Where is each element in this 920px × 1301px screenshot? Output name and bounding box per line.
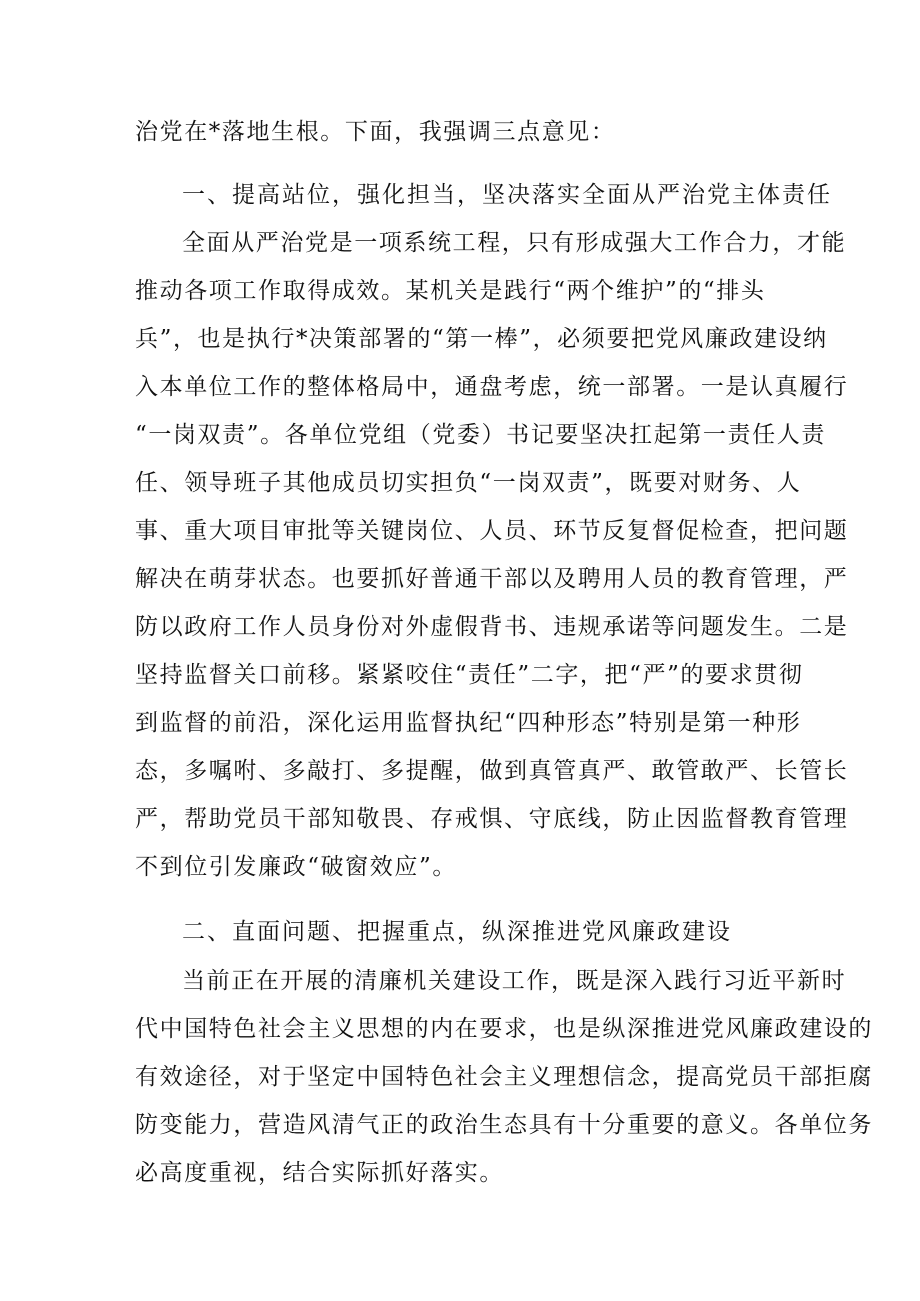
text-line: 事、重大项目审批等关键岗位、人员、环节反复督促检查，把问题	[135, 518, 849, 544]
text-line: 防变能力，营造风清气正的政治生态具有十分重要的意义。各单位务	[135, 1112, 873, 1138]
text-line: 任、领导班子其他成员切实担负“一岗双责”，既要对财务、人	[135, 470, 802, 496]
text-line: 入本单位工作的整体格局中，通盘考虑，统一部署。一是认真履行	[135, 374, 849, 400]
text-line: 防以政府工作人员身份对外虚假背书、违规承诺等问题发生。二是	[135, 614, 849, 640]
text-line: 不到位引发廉政“破窗效应”。	[135, 854, 457, 880]
text-line: 坚持监督关口前移。紧紧咬住“责任”二字，把“严”的要求贯彻	[135, 662, 804, 688]
text-line: 治党在*落地生根。下面，我强调三点意见：	[135, 119, 616, 145]
text-line: “一岗双责”。各单位党组（党委）书记要坚决扛起第一责任人责	[135, 422, 826, 448]
section-heading: 二、直面问题、把握重点，纵深推进党风廉政建设	[182, 919, 732, 945]
text-line: 有效途径，对于坚定中国特色社会主义理想信念，提高党员干部拒腐	[135, 1064, 873, 1090]
text-line: 到监督的前沿，深化运用监督执纪“四种形态”特别是第一种形	[135, 710, 802, 736]
text-line: 解决在萌芽状态。也要抓好普通干部以及聘用人员的教育管理，严	[135, 566, 849, 592]
text-line: 态，多嘱咐、多敲打、多提醒，做到真管真严、敢管敢严、长管长	[135, 758, 849, 784]
text-line: 全面从严治党是一项系统工程，只有形成强大工作合力，才能	[182, 230, 847, 256]
text-line: 代中国特色社会主义思想的内在要求，也是纵深推进党风廉政建设的	[135, 1016, 873, 1042]
text-line: 必高度重视，结合实际抓好落实。	[135, 1160, 504, 1186]
text-line: 严，帮助党员干部知敬畏、存戒惧、守底线，防止因监督教育管理	[135, 806, 849, 832]
section-heading: 一、提高站位，强化担当，坚决落实全面从严治党主体责任	[182, 182, 832, 208]
text-line: 兵”，也是执行*决策部署的“第一棒”，必须要把党风廉政建设纳	[135, 326, 828, 352]
text-line: 推动各项工作取得成效。某机关是践行“两个维护”的“排头	[135, 278, 766, 304]
text-line: 当前正在开展的清廉机关建设工作，既是深入践行习近平新时	[182, 968, 847, 994]
